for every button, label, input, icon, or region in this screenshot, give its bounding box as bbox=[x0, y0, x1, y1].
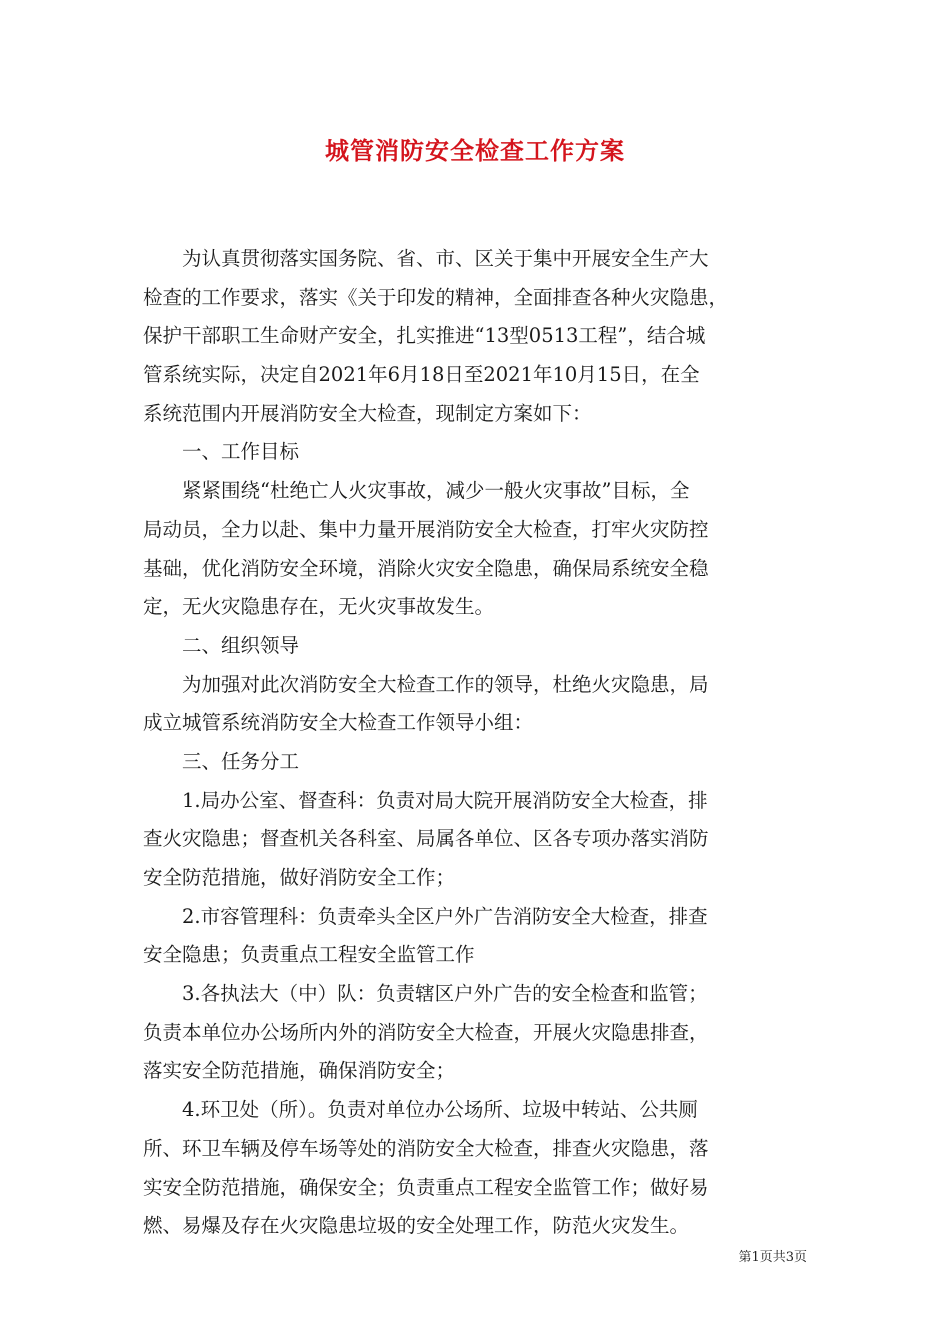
body-line: 安全防范措施，做好消防安全工作； bbox=[143, 866, 456, 889]
page-number-footer: 第1页共3页 bbox=[738, 1250, 807, 1265]
body-line: 二、组织领导 bbox=[182, 633, 300, 657]
body-line: 所、环卫车辆及停车场等处的消防安全大检查，排查火灾隐患，落 bbox=[143, 1136, 709, 1160]
body-line: 燃、易爆及存在火灾隐患垃圾的安全处理工作，防范火灾发生。 bbox=[143, 1214, 690, 1238]
body-line: 系统范围内开展消防安全大检查，现制定方案如下： bbox=[143, 401, 592, 425]
body-line: 成立城管系统消防安全大检查工作领导小组： bbox=[143, 711, 534, 735]
body-line: 为认真贯彻落实国务院、省、市、区关于集中开展安全生产大 bbox=[182, 247, 709, 270]
body-line: 落实安全防范措施，确保消防安全； bbox=[143, 1059, 456, 1083]
body-line: 局动员，全力以赴、集中力量开展消防安全大检查，打牢火灾防控 bbox=[143, 517, 709, 541]
document-body bbox=[143, 240, 808, 1246]
body-line: 负责本单位办公场所内外的消防安全大检查，开展火灾隐患排查， bbox=[143, 1020, 709, 1044]
body-line: 安全隐患；负责重点工程安全监管工作 bbox=[143, 943, 475, 967]
body-line: 检查的工作要求，落实《关于印发的精神，全面排查各种火灾隐患， bbox=[143, 285, 729, 309]
body-line: 为加强对此次消防安全大检查工作的领导，杜绝火灾隐患，局 bbox=[182, 672, 709, 696]
body-line: 2.市容管理科：负责牵头全区户外广告消防安全大检查，排查 bbox=[182, 904, 708, 928]
body-line: 一、工作目标 bbox=[182, 440, 300, 464]
body-line: 实安全防范措施，确保安全；负责重点工程安全监管工作；做好易 bbox=[143, 1175, 709, 1199]
body-line: 查火灾隐患；督查机关各科室、局属各单位、区各专项办落实消防 bbox=[143, 827, 709, 851]
body-line: 三、任务分工 bbox=[182, 749, 300, 773]
body-line: 保护干部职工生命财产安全，扎实推进“13型0513工程”，结合城 bbox=[143, 324, 706, 348]
document-title: 城管消防安全检查工作方案 bbox=[325, 136, 625, 165]
body-line: 基础，优化消防安全环境，消除火灾安全隐患，确保局系统安全稳 bbox=[143, 556, 709, 580]
body-line: 1.局办公室、督查科：负责对局大院开展消防安全大检查，排 bbox=[182, 788, 708, 812]
body-line: 3.各执法大（中）队：负责辖区户外广告的安全检查和监管； bbox=[182, 982, 708, 1006]
body-line: 紧紧围绕“杜绝亡人火灾事故，减少一般火灾事故”目标，全 bbox=[182, 479, 690, 503]
body-line: 管系统实际，决定自2021年6月18日至2021年10月15日，在全 bbox=[143, 363, 700, 387]
body-line: 4.环卫处（所）。负责对单位办公场所、垃圾中转站、公共厕 bbox=[182, 1098, 698, 1122]
body-line: 定，无火灾隐患存在，无火灾事故发生。 bbox=[143, 595, 495, 619]
